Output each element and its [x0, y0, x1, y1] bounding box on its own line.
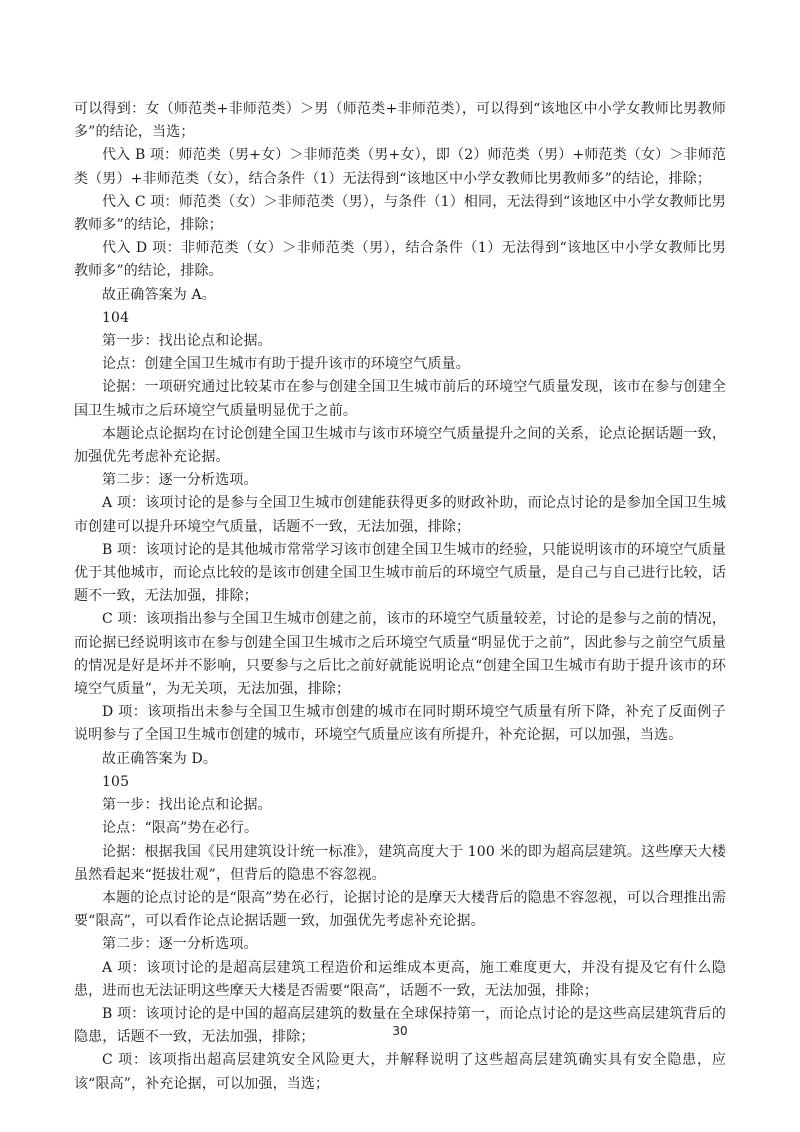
question-number: 105: [102, 773, 130, 790]
question-number: 104: [102, 309, 130, 326]
paragraph: 论据：根据我国《民用建筑设计统一标准》，建筑高度大于 100 米的即为超高层建筑。这些摩天大楼虽然看起来“挺拔壮观”，但背后的隐患不容忽视。: [74, 843, 726, 883]
option-analysis: C 项：该项指出超高层建筑安全风险更大，并解释说明了这些超高层建筑确实具有安全隐患，应该“限高”，补充论据，可以加强，当选；: [74, 1052, 726, 1092]
option-analysis: B 项：该项讨论的是中国的超高层建筑的数量在全球保持第一，而论点讨论的是这些高层建筑背后的隐患，话题不一致，无法加强，排除；: [74, 1005, 726, 1046]
paragraph: 代入 C 项：师范类（女）＞非师范类（男），与条件（1）相同，无法得到“该地区中小学女教师比男教师多”的结论，排除；: [74, 193, 726, 234]
step-heading: 第二步：逐一分析选项。: [102, 472, 258, 489]
step-heading: 第一步：找出论点和论据。: [102, 333, 272, 350]
option-analysis: A 项：该项讨论的是参与全国卫生城市创建能获得更多的财政补助，而论点讨论的是参加全国卫生城市创建可以提升环境空气质量，话题不一致，无法加强，排除；: [74, 495, 726, 535]
paragraph: 本题论点论据均在讨论创建全国卫生城市与该市环境空气质量提升之间的关系，论点论据话题一致，加强优先考虑补充论据。: [74, 425, 726, 466]
option-analysis: C 项：该项指出参与全国卫生城市创建之前，该市的环境空气质量较差，讨论的是参与之前的情况，而论据已经说明该市在参与创建全国卫生城市之后环境空气质量“明显优于之前”，因此参与之前空气质量的情况是好是坏并不影响，只要参与之后比之前好就能说明论点“创建全国卫生城市有助于提升该市的环境空气质量”，为无关项，无法加强，排除；: [74, 611, 726, 698]
paragraph: 论点：“限高”势在必行。: [102, 820, 259, 837]
page-number: 30: [392, 1024, 408, 1038]
page-content: [74, 98, 726, 1096]
paragraph: 代入 D 项：非师范类（女）＞非师范类（男），结合条件（1）无法得到“该地区中小学女教师比男教师多”的结论，排除。: [74, 240, 726, 280]
option-analysis: A 项：该项讨论的是超高层建筑工程造价和运维成本更高，施工难度更大，并没有提及它有什么隐患，进而也无法证明这些摩天大楼是否需要“限高”，话题不一致，无法加强，排除；: [74, 959, 726, 999]
paragraph: 可以得到：女（师范类+非师范类）＞男（师范类+非师范类），可以得到“该地区中小学女教师比男教师多”的结论，当选；: [74, 101, 726, 141]
option-analysis: B 项：该项讨论的是其他城市常常学习该市创建全国卫生城市的经验，只能说明该市的环境空气质量优于其他城市，而论点比较的是该市创建全国卫生城市前后的环境空气质量，是自己与自己进行比较，话题不一致，无法加强，排除；: [74, 541, 726, 605]
step-heading: 第二步：逐一分析选项。: [102, 936, 258, 953]
paragraph: 代入 B 项：师范类（男+女）＞非师范类（男+女），即（2）师范类（男）+师范类（女）＞非师范类（男）+非师范类（女），结合条件（1）无法得到“该地区中小学女教师比男教师多”的结论，排除；: [74, 147, 726, 187]
step-heading: 第一步：找出论点和论据。: [102, 797, 272, 814]
answer-line: 故正确答案为 A。: [102, 286, 216, 303]
paragraph: 论点：创建全国卫生城市有助于提升该市的环境空气质量。: [102, 356, 470, 373]
answer-line: 故正确答案为 D。: [102, 750, 218, 767]
paragraph: 论据：一项研究通过比较某市在参与创建全国卫生城市前后的环境空气质量发现，该市在参与创建全国卫生城市之后环境空气质量明显优于之前。: [74, 379, 726, 419]
option-analysis: D 项：该项指出未参与全国卫生城市创建的城市在同时期环境空气质量有所下降，补充了反面例子说明参与了全国卫生城市创建的城市，环境空气质量应该有所提升，补充论据，可以加强，当选。: [74, 704, 726, 744]
paragraph: 本题的论点讨论的是“限高”势在必行，论据讨论的是摩天大楼背后的隐患不容忽视，可以合理推出需要“限高”，可以看作论点论据话题一致，加强优先考虑补充论据。: [74, 889, 726, 930]
